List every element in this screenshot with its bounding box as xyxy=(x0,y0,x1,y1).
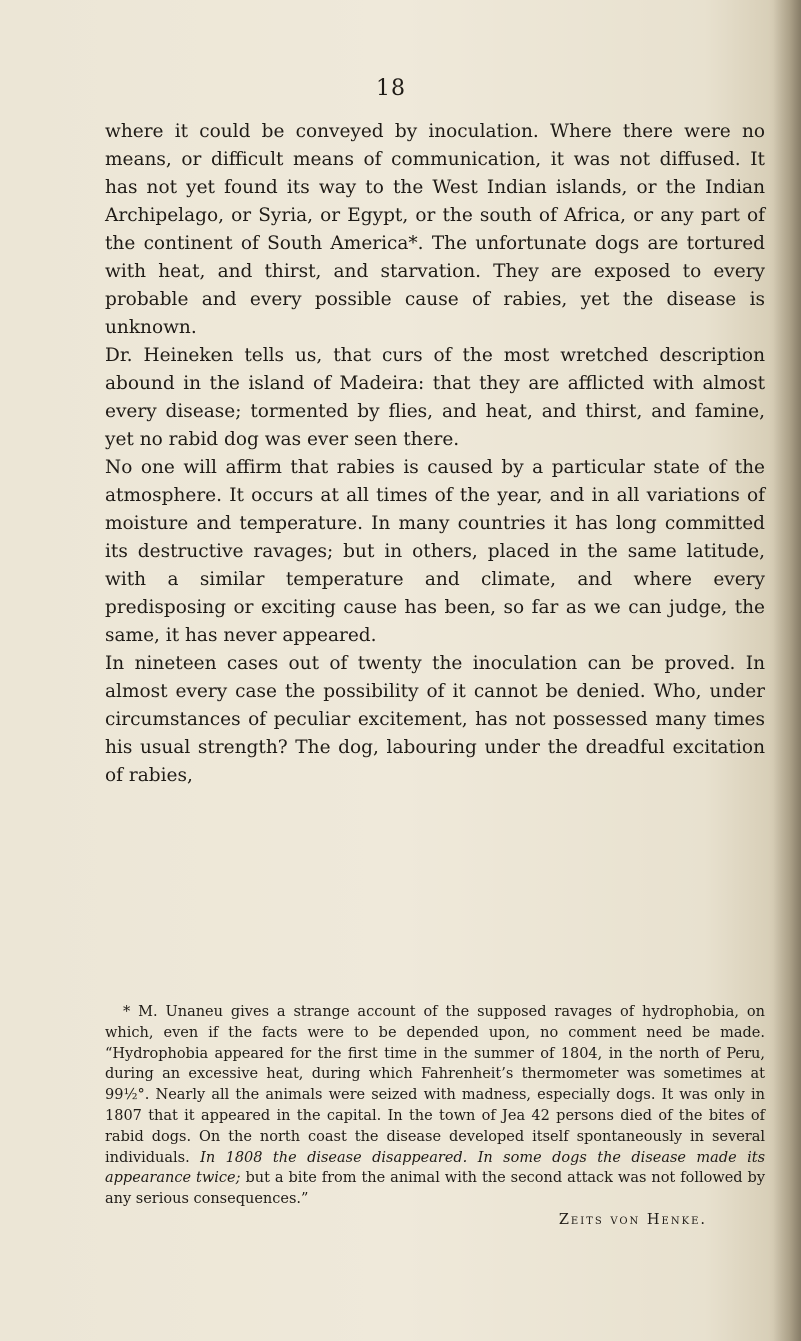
footnote xyxy=(105,1002,765,1231)
footnote-text-end: but a bite from the animal with the second attack was not followed by any serious consequences.” xyxy=(105,1170,766,1208)
page-edge-shadow xyxy=(773,0,801,1341)
paragraph-2: Dr. Heineken tells us, that curs of the most wretched description abound in the island of Madeira: that they are afflicted with almost every disease; tormented by flies, and heat, and thirst, and famine, yet no rabid dog was ever seen there. xyxy=(105,345,765,450)
paragraph-4: In nineteen cases out of twenty the inoculation can be proved. In almost every case the possibility of it cannot be denied. Who, under circumstances of peculiar excitement, has not possessed many times his usual strength? The dog, labouring under the dreadful excitation of rabies, xyxy=(105,653,765,786)
footnote-signature: Zeits von Henke. xyxy=(558,1211,707,1228)
footnote-text xyxy=(105,1002,765,1210)
paragraph-1: where it could be conveyed by inoculation. Where there were no means, or difficult means of communication, it was not diffused. It has not yet found its way to the West Indian islands, or the Indian Archipelago, or Syria, or Egypt, or the south of Africa, or any part of the continent of South America*. The unfortunate dogs are tortured with heat, and thirst, and starvation. They are exposed to every probable and every possible cause of rabies, yet the disease is unknown. xyxy=(105,121,765,338)
paragraph-3: No one will affirm that rabies is caused by a particular state of the atmosphere. It occurs at all times of the year, and in all variations of moisture and temperature. In many countries it has long committed its destructive ravages; but in others, placed in the same latitude, with a similar temperature and climate, and where every predisposing or exciting cause has been, so far as we can judge, the same, it has never appeared. xyxy=(105,457,765,646)
footnote-text-italic: In 1808 the disease disappeared. In some dogs the disease made its appearance twice; xyxy=(105,1149,766,1187)
page-number: 18 xyxy=(376,76,406,101)
footnote-text-main: * M. Unaneu gives a strange account of the supposed ravages of hydrophobia, on which, even if the facts were to be depended upon, no comment need be made. “Hydrophobia appeared for the first time in the summer of 1804, in the north of Peru, during an excessive heat, during which Fahrenheit’s thermometer was sometimes at 99½°. Nearly all the animals were seized with madness, especially dogs. It was only in 1807 that it appeared in the capital. In the town of Jea 42 persons died of the bites of rabid dogs. On the north coast the disease developed itself spontaneously in several individuals. xyxy=(105,1004,765,1166)
main-text xyxy=(105,118,765,790)
